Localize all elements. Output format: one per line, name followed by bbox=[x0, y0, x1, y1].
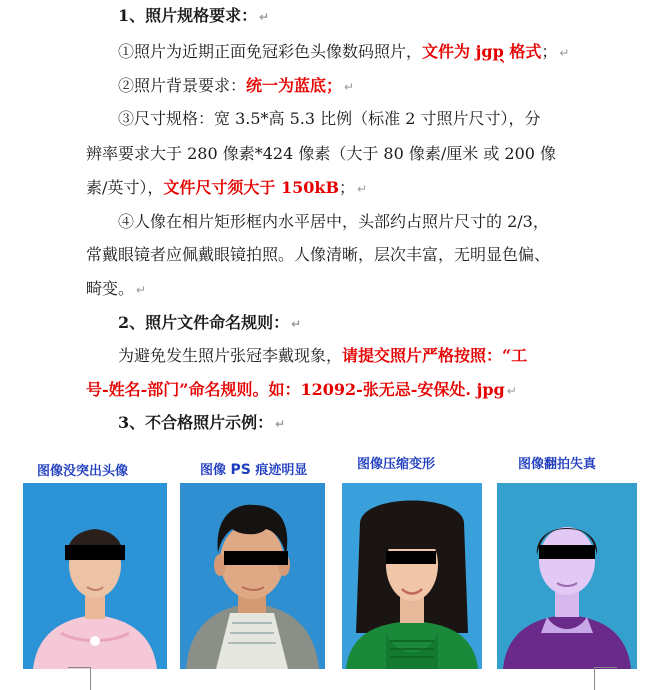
naming-rule-line-1: 为避免发生照片张冠李戴现象，请提交照片严格按照：“工 bbox=[118, 346, 528, 365]
spec-item-4-line-2: 常戴眼镜者应佩戴眼镜拍照。人像清晰，层次丰富，无明显色偏、 bbox=[86, 245, 551, 264]
spec-item-4-line-3: 畸变。 ↵ bbox=[86, 279, 147, 298]
crop-mark-right bbox=[594, 667, 617, 690]
section-1-heading: 1、照片规格要求： ↵ bbox=[118, 6, 270, 25]
spec-item-1: ①照片为近期正面免冠彩色头像数码照片，文件为 jgp 格式； ↵ bbox=[118, 42, 570, 61]
portrait-image bbox=[23, 483, 167, 669]
example-caption-1: 图像没突出头像 bbox=[37, 464, 129, 479]
portrait-image bbox=[342, 483, 482, 669]
portrait-image bbox=[497, 483, 637, 669]
section-3-heading: 3、不合格照片示例： ↵ bbox=[118, 413, 286, 432]
example-caption-3: 图像压缩变形 bbox=[357, 457, 436, 472]
naming-rule-line-2: 号-姓名-部门”命名规则。如：12092-张无忌-安保处. jpg ↵ bbox=[86, 380, 517, 399]
example-photo-compressed bbox=[342, 483, 482, 669]
example-photo-recaptured bbox=[497, 483, 637, 669]
spec-item-2: ②照片背景要求：统一为蓝底； ↵ bbox=[118, 76, 355, 95]
crop-mark-left bbox=[68, 667, 91, 690]
spec-item-4-line-1: ④人像在相片矩形框内水平居中，头部约占照片尺寸的 2/3， bbox=[118, 212, 549, 231]
portrait-image bbox=[180, 483, 325, 669]
spec-item-3-line-1: ③尺寸规格：宽 3.5*高 5.3 比例（标准 2 寸照片尺寸），分 bbox=[118, 109, 541, 128]
section-2-heading: 2、照片文件命名规则： ↵ bbox=[118, 313, 302, 332]
example-photo-no-head-focus bbox=[23, 483, 167, 669]
example-caption-2: 图像 PS 痕迹明显 bbox=[200, 462, 308, 478]
spec-item-3-line-3: 素/英寸），文件尺寸须大于 150kB； ↵ bbox=[86, 178, 368, 197]
spec-item-3-line-2: 辨率要求大于 280 像素*424 像素（大于 80 像素/厘米 或 200 像 bbox=[86, 144, 557, 163]
example-caption-4: 图像翻拍失真 bbox=[518, 457, 597, 472]
example-photo-ps-traces bbox=[180, 483, 325, 669]
